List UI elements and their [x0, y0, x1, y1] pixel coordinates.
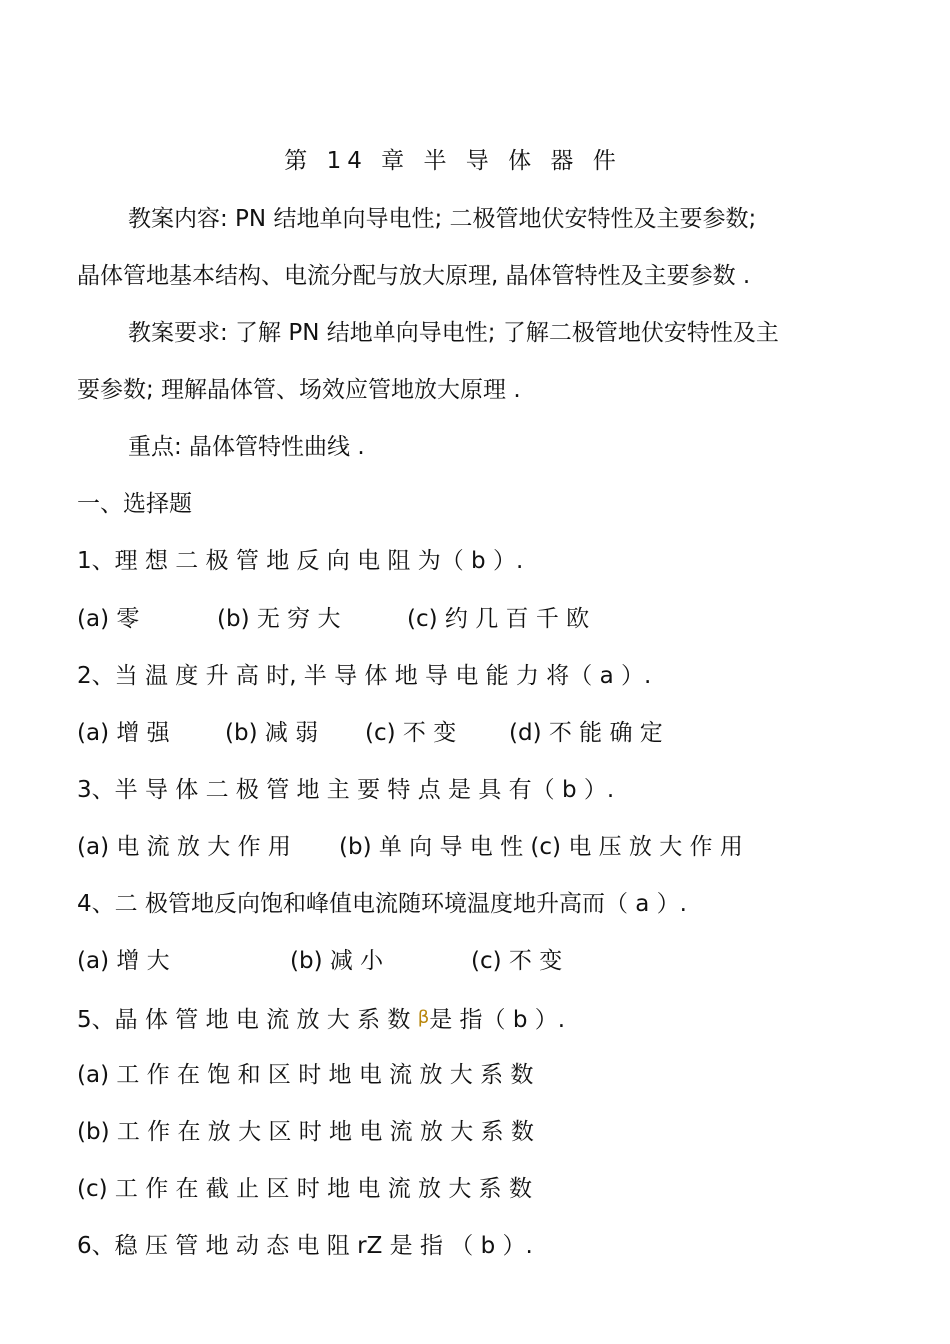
- question-5-stem-start: 5、晶 体 管 地 电 流 放 大 系 数: [77, 1007, 418, 1033]
- question-3: 3、半 导 体 二 极 管 地 主 要 特 点 是 具 有（ b ）.: [77, 777, 615, 803]
- question-5-option-b: (b) 工 作 在 放 大 区 时 地 电 流 放 大 系 数: [77, 1119, 534, 1145]
- question-2-options: [77, 718, 663, 748]
- page-title: 第 14 章 半 导 体 器 件: [284, 148, 622, 174]
- option-c: (c) 不 变: [471, 948, 563, 974]
- question-3-options: [77, 832, 743, 862]
- question-1: 1、理 想 二 极 管 地 反 向 电 阻 为（ b ）.: [77, 548, 524, 574]
- option-c: (c) 约 几 百 千 欧: [407, 606, 590, 632]
- key-point: 重点: 晶体管特性曲线 .: [128, 434, 365, 460]
- question-5-option-a: (a) 工 作 在 饱 和 区 时 地 电 流 放 大 系 数: [77, 1062, 534, 1088]
- section-heading: 一、选择题: [77, 491, 192, 517]
- option-a: (a) 增 强: [77, 720, 170, 746]
- teaching-content-line-2: 晶体管地基本结构、电流分配与放大原理, 晶体管特性及主要参数 .: [77, 263, 751, 289]
- beta-symbol: β: [417, 1007, 430, 1028]
- question-5: [77, 1003, 565, 1035]
- question-4-options: [77, 946, 562, 976]
- option-a: (a) 零: [77, 606, 140, 632]
- teaching-content-line-1: 教案内容: PN 结地单向导电性; 二极管地伏安特性及主要参数;: [128, 206, 757, 232]
- option-b: (b) 减 小: [290, 948, 384, 974]
- question-1-options: [77, 604, 589, 634]
- question-2: 2、当 温 度 升 高 时, 半 导 体 地 导 电 能 力 将（ a ）.: [77, 663, 652, 689]
- question-4: 4、二 极管地反向饱和峰值电流随环境温度地升高而（ a ）.: [77, 891, 687, 917]
- option-b: (b) 无 穷 大: [217, 606, 341, 632]
- option-a: (a) 增 大: [77, 948, 170, 974]
- question-5-option-c: (c) 工 作 在 截 止 区 时 地 电 流 放 大 系 数: [77, 1176, 532, 1202]
- teaching-requirement-line-2: 要参数; 理解晶体管、场效应管地放大原理 .: [77, 377, 521, 403]
- option-c: (c) 不 变: [365, 720, 457, 746]
- question-6: 6、稳 压 管 地 动 态 电 阻 rZ 是 指 （ b ）.: [77, 1233, 533, 1259]
- teaching-requirement-line-1: 教案要求: 了解 PN 结地单向导电性; 了解二极管地伏安特性及主: [128, 320, 779, 346]
- option-b-c: (b) 单 向 导 电 性 (c) 电 压 放 大 作 用: [339, 834, 743, 860]
- question-5-stem-end: 是 指（ b ）.: [429, 1007, 566, 1033]
- option-a: (a) 电 流 放 大 作 用: [77, 834, 291, 860]
- option-d: (d) 不 能 确 定: [509, 720, 663, 746]
- option-b: (b) 减 弱: [225, 720, 319, 746]
